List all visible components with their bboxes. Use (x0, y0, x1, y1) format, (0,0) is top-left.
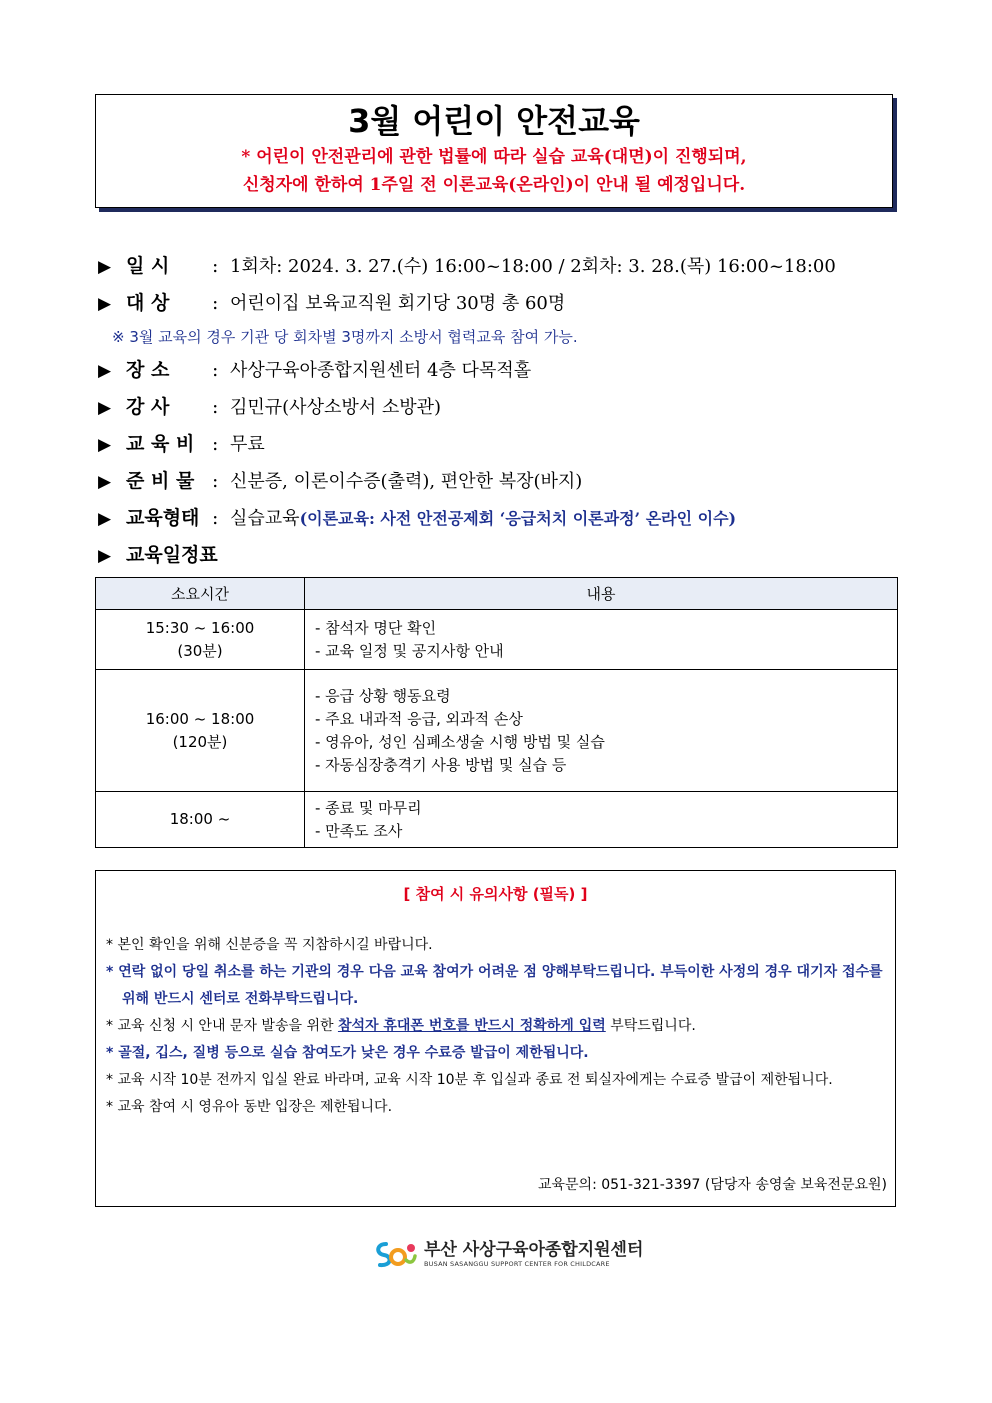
target-note: ※ 3월 교육의 경우 기관 당 회차별 3명까지 소방서 협력교육 참여 가능. (112, 328, 578, 346)
list-item: * 골절, 깁스, 질병 등으로 실습 참여도가 낮은 경우 수료증 발급이 제한됩니다. (106, 1045, 589, 1061)
info-fee-value: 무료 (230, 434, 265, 455)
list-item: * 교육 신청 시 안내 문자 발송을 위한 참석자 휴대폰 번호를 반드시 정확하게 입력 부탁드립니다. (106, 1018, 696, 1034)
org-name-kr: 부산 사상구육아종합지원센터 (424, 1239, 644, 1260)
info-fee-label: 교 육 비 (126, 433, 195, 455)
info-format-note: (이론교육: 사전 안전공제회 ‘응급처치 이론과정’ 온라인 이수) (299, 509, 737, 528)
info-date-value: 1회차: 2024. 3. 27.(수) 16:00~18:00 / 2회차: 3. 28.(목) 16:00~18:00 (230, 256, 836, 277)
phone-emphasis: 참석자 휴대폰 번호를 반드시 정확하게 입력 (337, 1018, 606, 1034)
info-place: ▶ 장 소 : 사상구육아종합지원센터 4층 다목적홀 (98, 352, 898, 389)
notice-title: [ 참여 시 유의사항 (필독) ] (403, 885, 588, 903)
list-item: * 교육 시작 10분 전까지 입실 완료 바라며, 교육 시작 10분 후 입실과 종료 전 퇴실자에게는 수료증 발급이 제한됩니다. (106, 1072, 833, 1088)
info-target: ▶ 대 상 : 어린이집 보육교직원 회기당 30명 총 60명 (98, 285, 898, 322)
info-lecturer-value: 김민규(사상소방서 소방관) (230, 397, 442, 418)
org-logo-icon (372, 1238, 418, 1270)
org-logo (372, 1236, 643, 1272)
info-place-value: 사상구육아종합지원센터 4층 다목적홀 (230, 360, 532, 381)
subtitle-line-2: 신청자에 한하여 1주일 전 이론교육(온라인)이 안내 될 예정입니다. (242, 175, 746, 195)
notice-list (96, 932, 895, 1121)
info-target-value: 어린이집 보육교직원 회기당 30명 총 60명 (230, 293, 566, 314)
info-place-label: 장 소 (126, 359, 170, 381)
info-supplies: ▶ 준 비 물 : 신분증, 이론이수증(출력), 편안한 복장(바지) (98, 463, 898, 500)
triangle-bullet-icon: ▶ (98, 294, 112, 314)
subtitle-line-1: * 어린이 안전관리에 관한 법률에 따라 실습 교육(대면)이 진행되며, (241, 147, 747, 167)
schedule-content-cell: - 종료 및 마무리 - 만족도 조사 (305, 792, 898, 848)
info-format: ▶ 교육형태 : 실습교육(이론교육: 사전 안전공제회 ‘응급처치 이론과정’ 온라인 이수) (98, 500, 898, 537)
info-supplies-value: 신분증, 이론이수증(출력), 편안한 복장(바지) (230, 471, 583, 492)
info-target-label: 대 상 (126, 292, 170, 314)
triangle-bullet-icon: ▶ (98, 398, 112, 418)
contact-info: 교육문의: 051-321-3397 (담당자 송영술 보육전문요원) (537, 1177, 887, 1193)
triangle-bullet-icon: ▶ (98, 257, 112, 277)
triangle-bullet-icon: ▶ (98, 509, 112, 529)
table-row (96, 670, 898, 792)
org-name-en: BUSAN SASANGGU SUPPORT CENTER FOR CHILDCARE (424, 1259, 610, 1268)
list-item: * 교육 참여 시 영유아 동반 입장은 제한됩니다. (106, 1099, 393, 1115)
list-item: * 본인 확인을 위해 신분증을 꼭 지참하시길 바랍니다. (106, 937, 433, 953)
info-date-label: 일 시 (126, 255, 170, 277)
info-fee: ▶ 교 육 비 : 무료 (98, 426, 898, 463)
triangle-bullet-icon: ▶ (98, 435, 112, 455)
info-section (98, 248, 898, 574)
triangle-bullet-icon: ▶ (98, 546, 112, 566)
page-title: 3월 어린이 안전교육 (348, 102, 640, 140)
notice-box (95, 870, 896, 1207)
info-lecturer-label: 강 사 (126, 396, 170, 418)
info-schedule (98, 537, 898, 574)
info-lecturer: ▶ 강 사 : 김민규(사상소방서 소방관) (98, 389, 898, 426)
triangle-bullet-icon: ▶ (98, 472, 112, 492)
info-format-label: 교육형태 (126, 507, 200, 529)
schedule-header-content: 내용 (305, 578, 898, 610)
schedule-time-cell: 16:00 ~ 18:00 (120분) (96, 670, 305, 792)
info-date: ▶ 일 시 : 1회차: 2024. 3. 27.(수) 16:00~18:00 / 2회차: 3. 28.(목) 16:00~18:00 (98, 248, 898, 285)
schedule-table (95, 577, 898, 848)
schedule-time-cell: 18:00 ~ (96, 792, 305, 848)
schedule-header-time: 소요시간 (96, 578, 305, 610)
title-box (95, 94, 893, 208)
schedule-content-cell: - 참석자 명단 확인 - 교육 일정 및 공지사항 안내 (305, 610, 898, 670)
info-supplies-label: 준 비 물 (126, 470, 195, 492)
table-row (96, 610, 898, 670)
triangle-bullet-icon: ▶ (98, 361, 112, 381)
info-format-value: 실습교육 (230, 508, 300, 529)
info-schedule-label: 교육일정표 (126, 544, 218, 566)
schedule-content-cell: - 응급 상황 행동요령 - 주요 내과적 응급, 외과적 손상 - 영유아, 성인 심폐소생술 시행 방법 및 실습 - 자동심장충격기 사용 방법 및 실습 등 (305, 670, 898, 792)
list-item: * 연락 없이 당일 취소를 하는 기관의 경우 다음 교육 참여가 어려운 점 양해부탁드립니다. 부득이한 사정의 경우 대기자 접수를 위해 반드시 센터로 전화부탁드립니다. (106, 964, 883, 1007)
table-row (96, 792, 898, 848)
schedule-header-row (96, 578, 898, 610)
schedule-time-cell: 15:30 ~ 16:00 (30분) (96, 610, 305, 670)
